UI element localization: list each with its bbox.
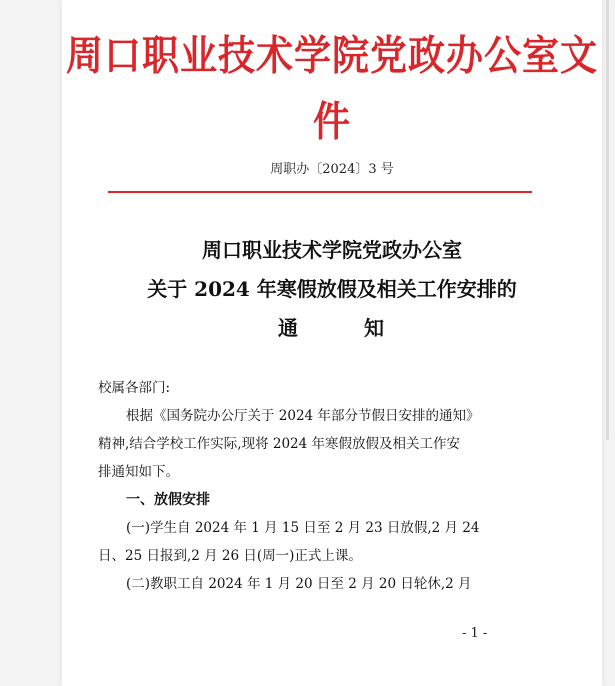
- title-line-2: 关于 2024 年寒假放假及相关工作安排的: [147, 277, 517, 301]
- document-number: 周职办〔2024〕3 号: [270, 162, 394, 177]
- page-number: - 1 -: [462, 626, 488, 641]
- body-line: 排通知如下。: [98, 464, 179, 480]
- title-char-2: 知: [364, 316, 386, 340]
- title-line-1: 周口职业技术学院党政办公室: [202, 238, 462, 262]
- body-line: 日、25 日报到,2 月 26 日(周一)正式上课。: [98, 548, 362, 564]
- body-line: (一)学生自 2024 年 1 月 15 日至 2 月 23 日放假,2 月 24: [126, 520, 480, 536]
- red-separator-line: [108, 191, 532, 193]
- body-line: (二)教职工自 2024 年 1 月 20 日至 2 月 20 日轮休,2 月: [126, 576, 472, 592]
- document-body: [98, 374, 538, 598]
- document-red-header: 周口职业技术学院党政办公室文件: [66, 30, 598, 146]
- section-heading: 一、放假安排: [126, 492, 210, 508]
- document-page[interactable]: [62, 0, 602, 686]
- salutation: 校属各部门:: [98, 380, 171, 396]
- body-line: 精神,结合学校工作实际,现将 2024 年寒假放假及相关工作安: [98, 436, 461, 452]
- title-char-1: 通: [278, 316, 300, 340]
- body-line: 根据《国务院办公厅关于 2024 年部分节假日安排的通知》: [126, 408, 480, 424]
- scrollbar-thumb[interactable]: [606, 0, 609, 440]
- title-line-3: [62, 313, 602, 343]
